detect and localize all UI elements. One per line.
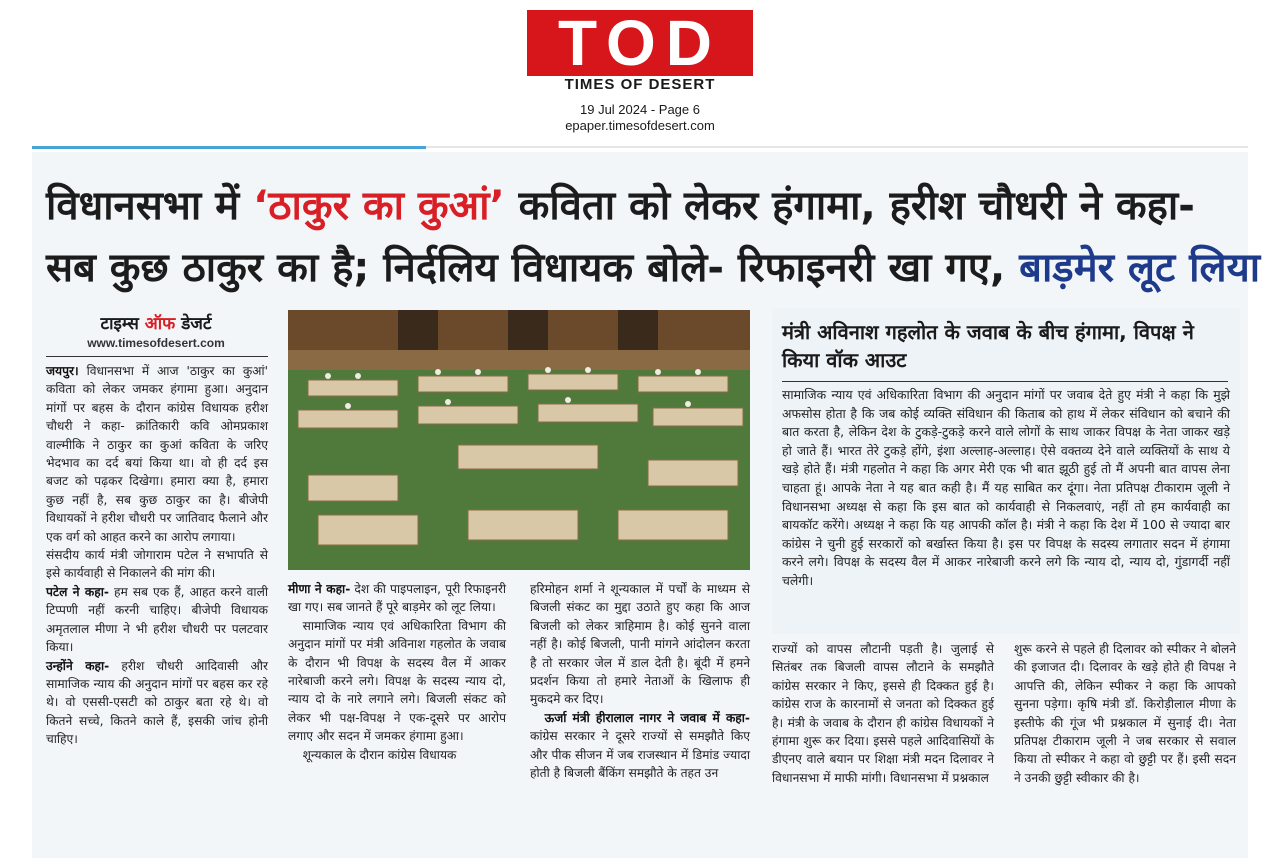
paragraph: राज्यों को वापस लौटानी पड़ती है। जुलाई से सितंबर तक बिजली वापस लौटाने के समझौते कांग्रेस सरकार ने किए, इससे ही दिक्कत हुई है। कांग्रेस राज के कारनामों से जनता को दिक्कत हुई है। मंत्री के जवाब के दौरान ही कांग्रेस विधायकों ने हंगामा शुरू कर दिया। इससे पहले आदिवासियों के डीएनए वाले बयान पर शिक्षा मंत्री मदन दिलावर ने विधानसभा में माफी मांगी। विधानसभा में प्रश्नकाल <box>772 642 994 785</box>
sidebar-story-divider <box>782 381 1228 382</box>
sidebar-story-title: मंत्री अविनाश गहलोत के जवाब के बीच हंगामा, विपक्ष ने किया वॉक आउट <box>782 320 1194 372</box>
paragraph: शुरू करने से पहले ही दिलावर को स्पीकर ने बोलने की इजाजत दी। दिलावर के खड़े होते ही विपक्ष ने आपत्ति की, लेकिन स्पीकर ने कहा कि आपको सुनना पड़ेगा। कृषि मंत्री डॉ. किरोड़ीलाल मीणा के इस्तीफे की गूंज भी प्रश्नकाल में सुनाई दी। नेता प्रतिपक्ष टीकाराम जूली ने जब सरकार से सवाल किया तो स्पीकर ने कहा वो छुट्टी पर हैं। इसी सदन ने उनकी छुट्टी स्वीकार की है। <box>1014 642 1236 785</box>
byline-name-part: डेजर्ट <box>175 314 212 334</box>
headline-highlight-blue: बाड़मेर लूट लिया <box>1019 245 1261 291</box>
masthead <box>0 0 1280 140</box>
headline-text: विधानसभा में <box>46 183 254 229</box>
headline-line-1 <box>46 180 1246 232</box>
article-column-2 <box>288 580 506 842</box>
article-column-1 <box>46 362 268 842</box>
masthead-accent-bar <box>32 146 426 149</box>
paragraph: सामाजिक न्याय एवं अधिकारिता विभाग की अनुदान मांगों पर मंत्री अविनाश गहलोत के जवाब के दौरान भी विपक्ष के सदस्य वैल में आकर नारेबाजी करने लगे। विपक्ष के सदस्य न्याय दो, न्याय दो के नारे लगाने लगे। बिजली संकट को लेकर भी पक्ष-विपक्ष ने एक-दूसरे पर आरोप लगाए और सदन में जमकर हंगामा हुआ। <box>288 618 506 744</box>
headline-text: कविता को लेकर हंगामा, हरीश चौधरी ने कहा- <box>504 183 1195 229</box>
byline <box>46 312 266 350</box>
quote-lead: पटेल ने कहा- <box>46 584 109 599</box>
paragraph <box>530 709 750 783</box>
paragraph: सामाजिक न्याय एवं अधिकारिता विभाग की अनुदान मांगों पर जवाब देते हुए मंत्री ने कहा कि मुझे अफसोस होता है कि जब कोई व्यक्ति संविधान की किताब को हाथ में लेकर संविधान को बचाने की बात करता है, लेकिन देश के टुकड़े-टुकड़े करने वाले लोगों के साथ जाकर विपक्ष के नेता जाकर खड़े हो जाते हैं। भारत तेरे टुकड़े होंगे, इंशा अल्लाह-अल्लाह। ऐसे वक्तव्य देने वाले व्यक्तियों के साथ ये खड़े होते हैं। मंत्री गहलोत ने कहा कि अगर मेरी एक भी बात झूठी हुई तो मैं अपनी बात वापस लेना चाहता हूं। आपके नेता ने यह बात कही है। मैं यह साबित कर दूंगा। नेता प्रतिपक्ष टीकाराम जूली ने विधानसभा अध्यक्ष से कहा कि इस बात को कार्यवाही से निकलवाएं, नहीं तो हम कार्यवाही का बायकॉट करेंगे। अध्यक्ष ने कहा कि यह आपकी कॉल है। मंत्री ने कहा कि देश में 100 से ज्यादा बार कांग्रेस ने चुनी हुई सरकारों को बर्खास्त किया है। इस पर विपक्ष के सदस्य लगातार सदन में हंगामा करने लगे। विपक्ष के सदस्य वैल में आकर नारेबाजी करने लगे कि न्याय दो, न्याय दो, गुंडागर्दी नहीं चलेगी। <box>782 387 1230 588</box>
paragraph <box>46 583 268 657</box>
byline-divider <box>46 356 268 357</box>
paragraph-text: हम सब एक हैं, आहत करने वाली टिप्पणी नहीं करनी चाहिए। बीजेपी विधायक अमृतलाल मीणा ने भी हरीश चौधरी पर पलटवार किया। <box>46 584 269 655</box>
byline-site: www.timesofdesert.com <box>87 336 225 350</box>
quote-lead: ऊर्जा मंत्री हीरालाल नागर ने जवाब में कहा- <box>544 710 750 725</box>
paragraph-text: देश की पाइपलाइन, पूरी रिफाइनरी खा गए। सब जानते हैं पूरे बाड़मेर को लूट लिया। <box>288 582 506 615</box>
dateline: जयपुर। <box>46 364 79 378</box>
byline-name-part: टाइम्स <box>100 314 145 334</box>
logo-letters: TOD <box>558 7 722 79</box>
quote-lead: मीणा ने कहा- <box>288 582 351 596</box>
paragraph <box>46 657 268 749</box>
paragraph-text: हरीश चौधरी आदिवासी और सामाजिक न्याय की अनुदान मांगों पर बहस कर रहे थे। वो एससी-एसटी को ठाकुर बता रहे थे। वो कितने सच्चे, कितने काले हैं, इसकी जांच होनी चाहिए। <box>46 658 268 747</box>
logo-tagline: TIMES OF DESERT <box>564 76 716 93</box>
article-column-4 <box>772 640 994 840</box>
byline-name <box>46 312 266 336</box>
paragraph-text: कांग्रेस सरकार ने दूसरे राज्यों से समझौते किए और पीक सीजन में जब राजस्थान में डिमांड ज्यादा होती है बिजली बैंकिंग समझौते के तहत उन <box>530 729 750 781</box>
headline-line-2 <box>46 242 1261 294</box>
article-column-3 <box>530 580 750 842</box>
paragraph <box>288 580 506 617</box>
quote-lead: उन्होंने कहा- <box>46 658 110 673</box>
byline-name-red: ऑफ <box>144 314 176 334</box>
assembly-hall-image <box>288 310 750 570</box>
headline-highlight-red: ‘ठाकुर का कुआं’ <box>253 183 505 229</box>
paragraph: हरिमोहन शर्मा ने शून्यकाल में पर्चों के माध्यम से बिजली संकट का मुद्दा उठाते हुए कहा कि आज बिजली को लेकर त्राहिमाम है। कोई सुनने वाला नहीं है। कोई बिजली, पानी मांगने आंदोलन करता है तो सरकार जेल में डाल देती है। बूंदी में हमने प्रदर्शन किया तो हमारे नेताओं के खिलाफ ही मुकदमे कर दिए। <box>530 582 750 707</box>
paragraph <box>46 362 268 546</box>
assembly-photo <box>288 310 750 570</box>
paragraph: शून्यकाल के दौरान कांग्रेस विधायक <box>302 747 457 762</box>
edition-site: epaper.timesofdesert.com <box>565 118 715 133</box>
edition-date-page: 19 Jul 2024 - Page 6 <box>580 102 700 117</box>
article-column-5 <box>1014 640 1236 840</box>
sidebar-story-body <box>782 386 1230 630</box>
paragraph-text: विधानसभा में आज 'ठाकुर का कुआं' कविता को लेकर जमकर हंगामा हुआ। अनुदान मांगों पर बहस के दौरान कांग्रेस विधायक हरीश चौधरी ने कहा- क्रांतिकारी कवि ओमप्रकाश वाल्मीकि ने ठाकुर का कुआं कविता के जरिए भेदभाव का दर्द बयां किया था। वो ही दर्द इस बजट को पढ़कर दिखेगा। हमारा क्या है, हमारा कुछ नहीं है, सब कुछ ठाकुर का है। बीजेपी विधायकों ने हरीश चौधरी पर जातिवाद फैलाने और एक वर्ग को आहत करने का आरोप लगाया। <box>46 364 268 544</box>
edition-info <box>440 102 840 134</box>
headline-text: सब कुछ ठाकुर का है; निर्दलिय विधायक बोले- रिफाइनरी खा गए, <box>46 245 1020 291</box>
tod-logo <box>527 7 753 79</box>
paragraph: संसदीय कार्य मंत्री जोगाराम पटेल ने सभापति से इसे कार्यवाही से निकालने की मांग की। <box>46 548 268 581</box>
